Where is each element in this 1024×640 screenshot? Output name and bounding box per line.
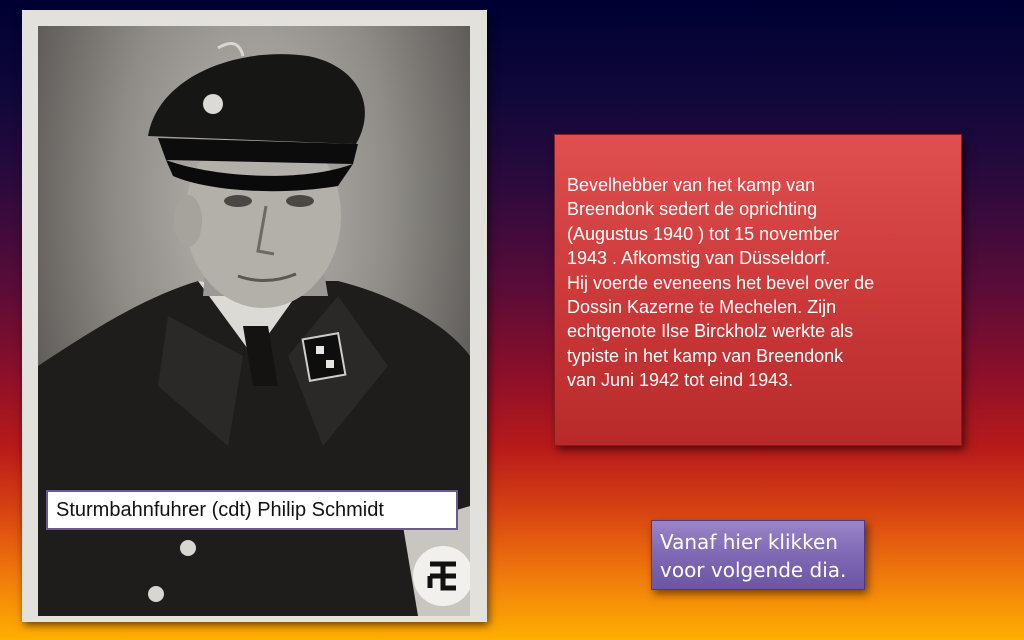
info-line: (Augustus 1940 ) tot 15 november bbox=[567, 223, 840, 244]
photo-frame bbox=[22, 10, 487, 622]
next-slide-button[interactable] bbox=[651, 520, 865, 590]
info-line: 1943 . Afkomstig van Düsseldorf. bbox=[567, 248, 831, 269]
info-line: Breendonk sedert de oprichting bbox=[567, 199, 818, 220]
info-line: Bevelhebber van het kamp van bbox=[567, 175, 816, 195]
info-line: typiste in het kamp van Breendonk bbox=[567, 345, 844, 366]
info-line: echtgenote Ilse Birckholz werkte als bbox=[567, 321, 854, 342]
next-button-label-line2: voor volgende dia. bbox=[660, 558, 847, 582]
info-line: Dossin Kazerne te Mechelen. Zijn bbox=[567, 297, 837, 318]
info-box bbox=[554, 134, 962, 446]
next-button-label-line1: Vanaf hier klikken bbox=[660, 530, 838, 554]
info-line: Hij voerde eveneens het bevel over de bbox=[567, 272, 875, 293]
info-line: van Juni 1942 tot eind 1943. bbox=[567, 370, 794, 391]
photo-caption: Sturmbahnfuhrer (cdt) Philip Schmidt bbox=[46, 490, 458, 530]
